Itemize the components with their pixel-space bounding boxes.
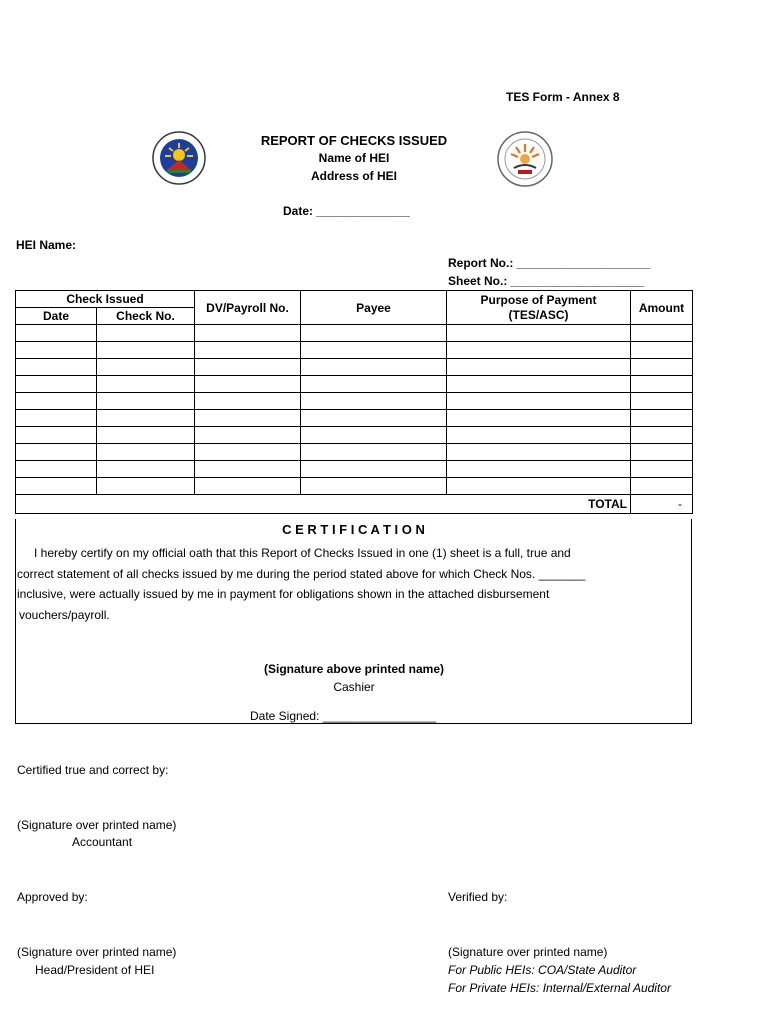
auditor-role-private: For Private HEIs: Internal/External Auditor [448, 981, 671, 995]
verified-by-label: Verified by: [448, 890, 508, 904]
auditor-signature: (Signature over printed name) [448, 945, 608, 959]
table-row [16, 393, 693, 410]
certification-line-2: correct statement of all checks issued by me during the period stated above for which Check Nos. _______ [17, 567, 586, 581]
table-row [16, 376, 693, 393]
total-label: TOTAL [16, 495, 631, 514]
table-row [16, 359, 693, 376]
date-header: Date [16, 308, 97, 325]
unifast-seal-icon [496, 130, 554, 188]
hei-address-heading: Address of HEI [310, 169, 397, 183]
date-field: Date: ______________ [283, 204, 410, 218]
table-row [16, 444, 693, 461]
certification-line-1: I hereby certify on my official oath that this Report of Checks Issued in one (1) sheet is a full, true and [34, 546, 571, 560]
table-row [16, 478, 693, 495]
report-title: REPORT OF CHECKS ISSUED [260, 133, 448, 148]
approved-by-label: Approved by: [17, 890, 88, 904]
accountant-signature: (Signature over printed name) [17, 818, 177, 832]
ched-seal-icon [151, 130, 207, 186]
hei-name-heading: Name of HEI [318, 151, 390, 165]
check-no-header: Check No. [97, 308, 195, 325]
checks-table [15, 290, 693, 514]
head-role: Head/President of HEI [35, 963, 155, 977]
dv-payroll-header: DV/Payroll No. [195, 291, 301, 325]
check-issued-header: Check Issued [16, 291, 195, 308]
certification-line-4: vouchers/payroll. [19, 608, 110, 622]
purpose-header-line1: Purpose of Payment [480, 292, 597, 307]
purpose-header [447, 291, 631, 325]
head-signature: (Signature over printed name) [17, 945, 177, 959]
auditor-role-public: For Public HEIs: COA/State Auditor [448, 963, 637, 977]
sheet-no-field: Sheet No.: ____________________ [448, 274, 645, 288]
table-row [16, 410, 693, 427]
table-row [16, 461, 693, 478]
form-id: TES Form - Annex 8 [506, 90, 620, 104]
total-row [16, 495, 693, 514]
table-row [16, 325, 693, 342]
certified-by-label: Certified true and correct by: [17, 763, 169, 777]
certification-heading: C E R T I F I C A T I O N [282, 522, 425, 537]
cashier-role: Cashier [333, 680, 375, 694]
date-signed-field: Date Signed: _________________ [250, 709, 437, 723]
certification-line-3: inclusive, were actually issued by me in payment for obligations shown in the attached disbursement [17, 587, 550, 601]
total-value: - [631, 495, 693, 514]
amount-header: Amount [631, 291, 693, 325]
table-row [16, 342, 693, 359]
report-no-field: Report No.: ____________________ [448, 256, 651, 270]
hei-name-label: HEI Name: [16, 238, 77, 252]
accountant-role: Accountant [72, 835, 133, 849]
table-row [16, 427, 693, 444]
payee-header: Payee [301, 291, 447, 325]
purpose-header-line2: (TES/ASC) [508, 307, 569, 322]
cashier-signature: (Signature above printed name) [263, 662, 445, 676]
